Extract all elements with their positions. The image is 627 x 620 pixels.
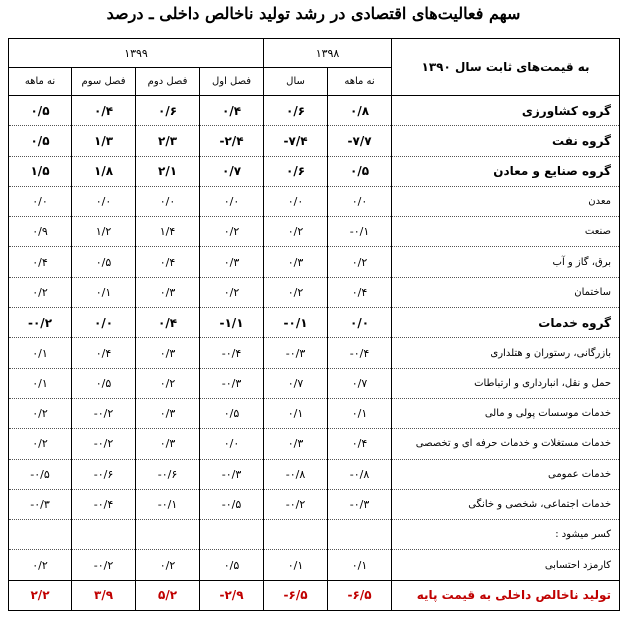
- row-value: ۰/۱: [264, 550, 328, 580]
- row-value: ۰/۴: [328, 277, 392, 307]
- row-value: ۰/۹: [9, 217, 72, 247]
- header-col-3: فصل اول: [200, 68, 264, 96]
- row-value: -۰/۱: [328, 217, 392, 247]
- row-value: [9, 520, 72, 550]
- row-value: ۲/۳: [136, 126, 200, 156]
- row-label: حمل و نقل، انبارداری و ارتباطات: [392, 368, 620, 398]
- row-value: -۰/۴: [72, 489, 136, 519]
- table-row: [9, 368, 620, 398]
- row-value: -۰/۸: [264, 459, 328, 489]
- row-value: -۰/۶: [72, 459, 136, 489]
- row-value: ۱/۵: [9, 156, 72, 186]
- row-value: -۱/۱: [200, 308, 264, 338]
- row-value: ۰/۲: [200, 217, 264, 247]
- row-value: ۰/۰: [72, 186, 136, 216]
- row-label: تولید ناخالص داخلی به قیمت پایه: [392, 580, 620, 610]
- row-value: ۰/۲: [9, 429, 72, 459]
- row-label: کارمزد احتسابی: [392, 550, 620, 580]
- table-row: [9, 126, 620, 156]
- row-value: -۰/۴: [200, 338, 264, 368]
- row-value: ۰/۵: [72, 247, 136, 277]
- row-value: -۶/۵: [264, 580, 328, 610]
- header-year-1398: ۱۳۹۸: [264, 39, 392, 68]
- row-value: -۰/۲: [72, 429, 136, 459]
- header-year-1399: ۱۳۹۹: [9, 39, 264, 68]
- row-value: ۰/۴: [136, 247, 200, 277]
- row-value: ۰/۴: [200, 96, 264, 126]
- header-col-4: فصل دوم: [136, 68, 200, 96]
- row-value: ۰/۲: [9, 277, 72, 307]
- row-value: ۰/۵: [200, 398, 264, 428]
- row-value: ۰/۴: [9, 247, 72, 277]
- row-value: ۰/۲: [9, 398, 72, 428]
- row-value: -۲/۹: [200, 580, 264, 610]
- row-value: ۰/۲: [200, 277, 264, 307]
- table-row: [9, 489, 620, 519]
- row-value: -۰/۳: [200, 368, 264, 398]
- row-label: برق، گاز و آب: [392, 247, 620, 277]
- row-value: ۰/۲: [136, 368, 200, 398]
- table-row: [9, 186, 620, 216]
- table-row: [9, 247, 620, 277]
- row-value: ۰/۲: [9, 550, 72, 580]
- row-value: ۰/۰: [200, 429, 264, 459]
- row-value: ۰/۳: [136, 429, 200, 459]
- table-row: [9, 338, 620, 368]
- header-col-6: نه ماهه: [9, 68, 72, 96]
- row-value: ۰/۱: [72, 277, 136, 307]
- row-value: ۳/۹: [72, 580, 136, 610]
- row-value: -۰/۵: [9, 459, 72, 489]
- row-value: ۰/۰: [72, 308, 136, 338]
- row-value: [136, 520, 200, 550]
- row-value: ۲/۱: [136, 156, 200, 186]
- row-value: ۰/۴: [136, 308, 200, 338]
- row-label: گروه کشاورزی: [392, 96, 620, 126]
- row-label: خدمات مستغلات و خدمات حرفه ای و تخصصی: [392, 429, 620, 459]
- header-row-label: به قیمت‌های ثابت سال ۱۳۹۰: [392, 39, 620, 96]
- row-value: ۰/۱: [328, 398, 392, 428]
- row-value: -۰/۶: [136, 459, 200, 489]
- row-label: گروه نفت: [392, 126, 620, 156]
- table-row: [9, 520, 620, 550]
- row-value: ۰/۷: [328, 368, 392, 398]
- row-value: ۰/۲: [264, 217, 328, 247]
- row-value: ۰/۵: [72, 368, 136, 398]
- gdp-contribution-table: [8, 38, 620, 611]
- row-value: -۰/۲: [264, 489, 328, 519]
- row-value: [200, 520, 264, 550]
- row-value: ۰/۵: [9, 126, 72, 156]
- report-title: سهم فعالیت‌های اقتصادی در رشد تولید ناخالص داخلی ـ درصد: [106, 4, 521, 23]
- table-row: [9, 580, 620, 610]
- row-value: -۰/۵: [200, 489, 264, 519]
- row-value: -۷/۴: [264, 126, 328, 156]
- row-value: ۰/۴: [72, 338, 136, 368]
- row-value: -۰/۳: [9, 489, 72, 519]
- row-value: ۱/۲: [72, 217, 136, 247]
- row-value: -۰/۱: [136, 489, 200, 519]
- row-value: [264, 520, 328, 550]
- table-row: [9, 429, 620, 459]
- table-row: [9, 550, 620, 580]
- row-value: ۰/۲: [136, 550, 200, 580]
- row-value: -۶/۵: [328, 580, 392, 610]
- row-value: ۰/۰: [328, 308, 392, 338]
- row-label: صنعت: [392, 217, 620, 247]
- row-label: معدن: [392, 186, 620, 216]
- row-value: ۱/۳: [72, 126, 136, 156]
- row-value: -۰/۳: [328, 489, 392, 519]
- row-label: گروه خدمات: [392, 308, 620, 338]
- row-label: خدمات اجتماعی، شخصی و خانگی: [392, 489, 620, 519]
- row-value: ۰/۳: [136, 338, 200, 368]
- row-value: ۱/۸: [72, 156, 136, 186]
- row-label: خدمات عمومی: [392, 459, 620, 489]
- row-value: -۰/۳: [200, 459, 264, 489]
- row-value: -۰/۲: [72, 550, 136, 580]
- row-value: ۰/۵: [200, 550, 264, 580]
- row-value: ۰/۳: [136, 277, 200, 307]
- row-value: -۰/۲: [9, 308, 72, 338]
- row-label: بازرگانی، رستوران و هتلداری: [392, 338, 620, 368]
- row-value: ۰/۶: [264, 96, 328, 126]
- row-value: ۰/۳: [200, 247, 264, 277]
- row-value: [72, 520, 136, 550]
- row-value: ۰/۴: [328, 429, 392, 459]
- row-value: ۰/۰: [200, 186, 264, 216]
- table-row: [9, 277, 620, 307]
- row-value: ۰/۵: [328, 156, 392, 186]
- row-value: ۰/۲: [264, 277, 328, 307]
- row-value: ۰/۶: [264, 156, 328, 186]
- row-label: ساختمان: [392, 277, 620, 307]
- row-value: ۰/۰: [136, 186, 200, 216]
- header-col-5: فصل سوم: [72, 68, 136, 96]
- row-value: ۰/۰: [328, 186, 392, 216]
- row-value: -۰/۲: [72, 398, 136, 428]
- table-row: [9, 217, 620, 247]
- row-value: [328, 520, 392, 550]
- row-value: ۰/۶: [136, 96, 200, 126]
- row-label: کسر میشود :: [392, 520, 620, 550]
- row-label: خدمات موسسات پولی و مالی: [392, 398, 620, 428]
- table-row: [9, 96, 620, 126]
- row-value: ۰/۵: [9, 96, 72, 126]
- table-row: [9, 459, 620, 489]
- table-row: [9, 156, 620, 186]
- row-value: ۵/۲: [136, 580, 200, 610]
- row-value: -۰/۱: [264, 308, 328, 338]
- row-label: گروه صنایع و معادن: [392, 156, 620, 186]
- row-value: -۲/۴: [200, 126, 264, 156]
- row-value: ۰/۷: [200, 156, 264, 186]
- row-value: ۱/۴: [136, 217, 200, 247]
- table-body: [9, 96, 620, 611]
- row-value: ۰/۱: [9, 368, 72, 398]
- row-value: ۰/۳: [136, 398, 200, 428]
- row-value: ۲/۲: [9, 580, 72, 610]
- row-value: -۰/۸: [328, 459, 392, 489]
- row-value: ۰/۸: [328, 96, 392, 126]
- row-value: ۰/۰: [264, 186, 328, 216]
- header-col-1: نه ماهه: [328, 68, 392, 96]
- row-value: ۰/۳: [264, 247, 328, 277]
- row-value: ۰/۳: [264, 429, 328, 459]
- row-value: ۰/۴: [72, 96, 136, 126]
- row-value: ۰/۱: [9, 338, 72, 368]
- row-value: -۰/۴: [328, 338, 392, 368]
- row-value: -۰/۳: [264, 338, 328, 368]
- table-row: [9, 398, 620, 428]
- row-value: ۰/۲: [328, 247, 392, 277]
- row-value: -۷/۷: [328, 126, 392, 156]
- row-value: ۰/۷: [264, 368, 328, 398]
- row-value: ۰/۰: [9, 186, 72, 216]
- table-row: [9, 308, 620, 338]
- row-value: ۰/۱: [264, 398, 328, 428]
- header-col-2: سال: [264, 68, 328, 96]
- row-value: ۰/۱: [328, 550, 392, 580]
